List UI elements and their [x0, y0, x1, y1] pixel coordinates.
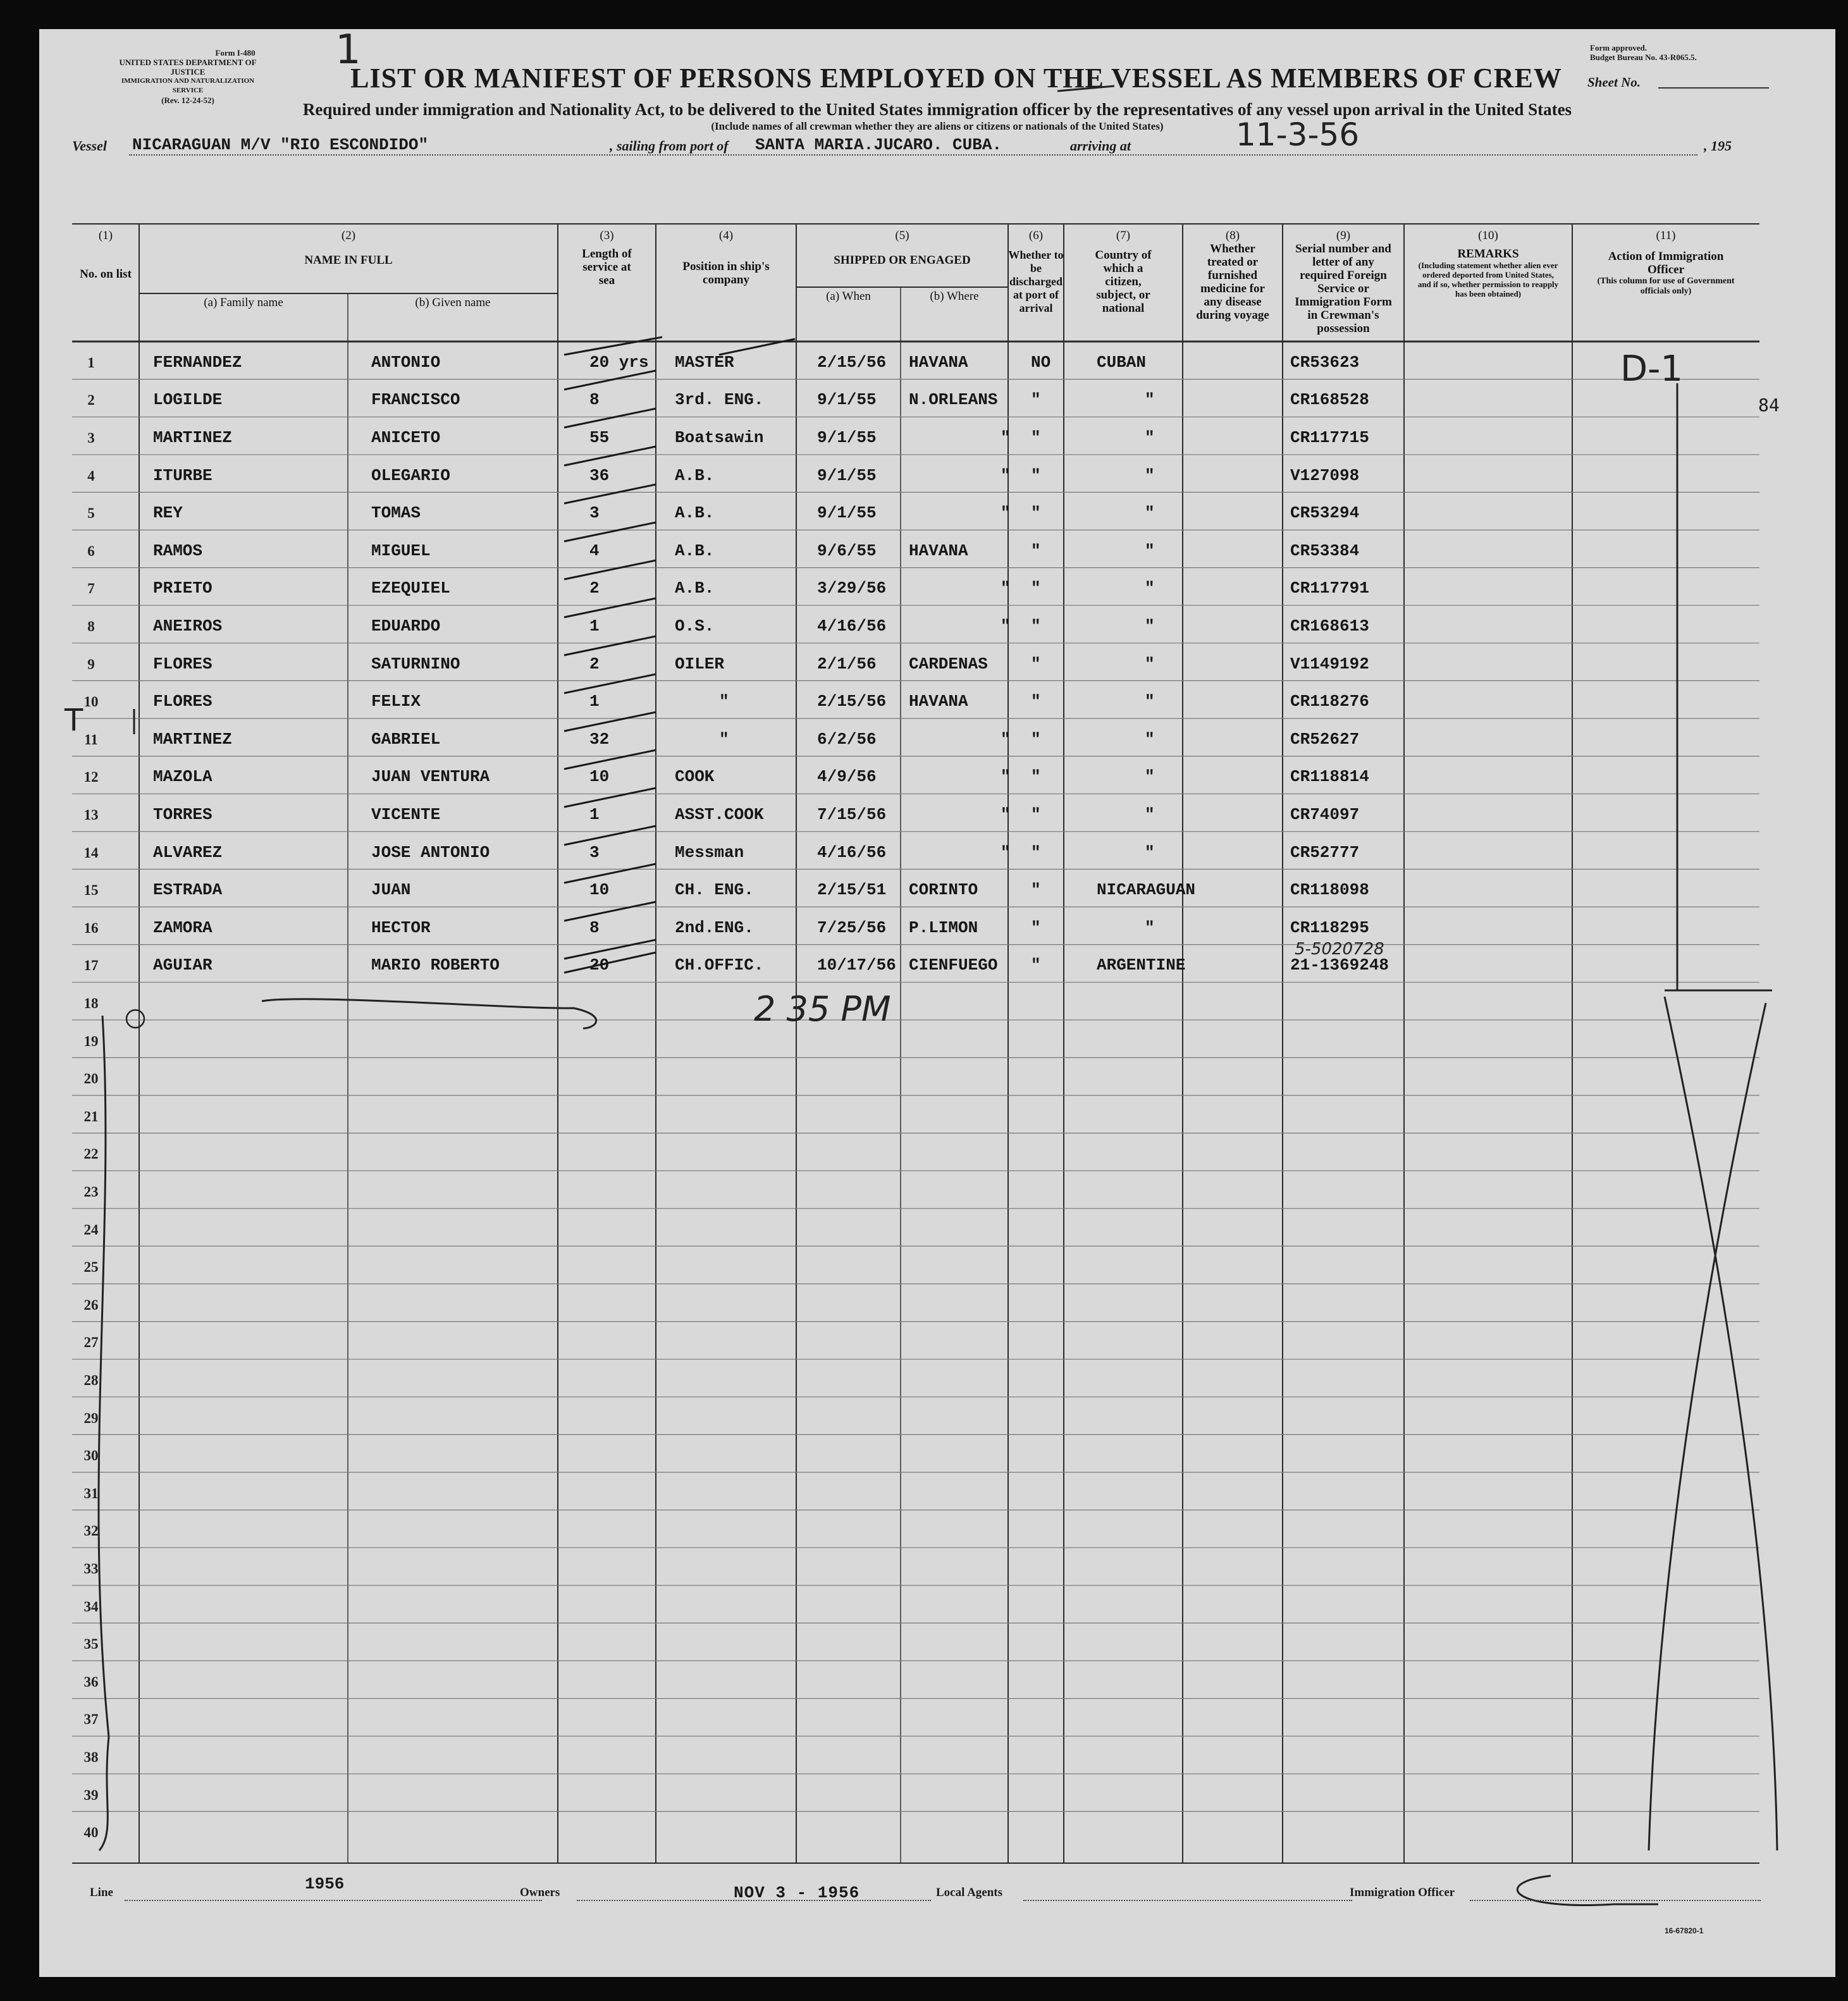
shipped-when-cell: 7/25/56 — [817, 918, 887, 937]
shipped-when-cell: 4/16/56 — [817, 842, 887, 862]
shipped-when-cell: 9/1/55 — [817, 428, 877, 448]
serial-cell: CR52777 — [1290, 842, 1360, 862]
col-header-discharge-label: Whether to be discharged at port of arrival — [1008, 249, 1064, 314]
position-cell: " — [719, 729, 729, 749]
position-cell: CH.OFFIC. — [675, 956, 764, 975]
discharge-cell: " — [1031, 805, 1041, 825]
col-header-when: (a) When — [826, 290, 871, 303]
shipped-when-cell: 6/2/56 — [817, 729, 877, 749]
discharge-cell: " — [1031, 767, 1041, 787]
row-number: 24 — [83, 1221, 99, 1238]
row-number: 27 — [83, 1334, 99, 1351]
discharge-cell: " — [1031, 503, 1041, 523]
service-cell: 1 — [589, 692, 600, 711]
vessel-label: Vessel — [72, 138, 107, 154]
row-number: 17 — [83, 957, 99, 974]
shipped-where-cell: " — [1001, 579, 1011, 598]
serial-note: 5-5020728 — [1295, 940, 1384, 959]
footer-agents-underline — [1023, 1900, 1352, 1901]
col-header-given: (b) Given name — [415, 296, 491, 309]
row-number: 14 — [83, 844, 99, 861]
serial-cell: V1149192 — [1290, 654, 1369, 674]
family-name-cell: MAZOLA — [153, 767, 213, 787]
col-header-action-index: (11) — [1656, 229, 1676, 242]
family-name-cell: MARTINEZ — [153, 729, 232, 749]
country-cell: " — [1145, 465, 1155, 485]
given-name-cell: MIGUEL — [371, 541, 431, 560]
family-name-cell: ALVAREZ — [153, 842, 223, 862]
col-header-shipped-index: (5) — [895, 229, 909, 242]
col-header-remarks-label: REMARKS — [1457, 247, 1519, 261]
row-number: 7 — [87, 581, 95, 597]
service-cell: 1 — [589, 617, 600, 636]
family-name-cell: ZAMORA — [153, 918, 213, 937]
budget-number: Budget Bureau No. 43-R065.5. — [1590, 52, 1697, 62]
col-header-action-label: Action of Immigration Officer — [1608, 250, 1724, 276]
discharge-cell: " — [1031, 956, 1041, 975]
shipped-where-cell: HAVANA — [909, 352, 968, 372]
row-number: 38 — [83, 1749, 99, 1766]
service-cell: 55 — [589, 428, 610, 448]
shipped-when-cell: 7/15/56 — [817, 805, 887, 825]
shipped-when-cell: 4/16/56 — [817, 617, 887, 636]
serial-cell: CR53384 — [1290, 541, 1360, 560]
given-name-cell: TOMAS — [371, 503, 421, 523]
col-header-medicine-label: Whether treated or furnished medicine for any disease during voyage — [1196, 242, 1269, 322]
col-header-shipped-label: SHIPPED OR ENGAGED — [834, 254, 971, 267]
row-number: 4 — [87, 467, 95, 484]
row-number: 39 — [83, 1787, 99, 1803]
row-number: 25 — [83, 1259, 99, 1276]
discharge-cell: " — [1031, 842, 1041, 862]
family-name-cell: AGUIAR — [153, 956, 213, 975]
row-number: 13 — [83, 807, 99, 823]
family-name-cell: PRIETO — [153, 579, 213, 598]
row-number: 10 — [83, 694, 99, 710]
country-cell: ARGENTINE — [1097, 956, 1186, 975]
country-cell: " — [1145, 503, 1155, 523]
position-cell: 2nd.ENG. — [675, 918, 754, 937]
d1-mark: D-1 — [1620, 348, 1683, 390]
serial-cell: CR168613 — [1290, 617, 1369, 636]
position-cell: A.B. — [675, 503, 715, 523]
position-cell: O.S. — [675, 617, 715, 636]
footer-officer-label: Immigration Officer — [1350, 1886, 1455, 1899]
shipped-where-cell: " — [1001, 617, 1011, 636]
row-number: 6 — [87, 543, 95, 559]
form-approved: Form approved. — [1590, 43, 1648, 52]
row10-mark: T — [65, 703, 83, 738]
family-name-cell: REY — [153, 503, 183, 523]
serial-cell: CR117715 — [1290, 428, 1369, 448]
shipped-where-cell: " — [1001, 842, 1011, 862]
country-cell: " — [1145, 428, 1155, 448]
col-header-where: (b) Where — [930, 290, 979, 303]
position-cell: A.B. — [675, 579, 715, 598]
row-number: 30 — [83, 1448, 99, 1464]
family-name-cell: LOGILDE — [153, 390, 223, 410]
footer-owners-stamp: NOV 3 - 1956 — [734, 1883, 860, 1902]
col-header-position-index: (4) — [718, 229, 734, 242]
row-number: 22 — [83, 1146, 99, 1162]
col-header-name-label: NAME IN FULL — [304, 254, 393, 267]
crew-table-body — [39, 29, 1835, 1977]
row-number: 28 — [83, 1372, 99, 1389]
discharge-cell: " — [1031, 579, 1041, 598]
col-header-country-index: (7) — [1116, 229, 1131, 242]
country-cell: CUBAN — [1097, 352, 1147, 372]
shipped-where-cell: CORINTO — [909, 880, 978, 900]
serial-cell: V127098 — [1290, 465, 1360, 485]
form-number: Form I-480 — [215, 48, 256, 58]
col-header-position-label: Position in ship's company — [682, 260, 770, 286]
serial-cell: CR74097 — [1290, 805, 1360, 825]
service-cell: 2 — [589, 579, 600, 598]
time-annotation: 2 35 PM — [754, 989, 891, 1029]
shipped-where-cell: CIENFUEGO — [909, 956, 998, 975]
row-number: 21 — [83, 1108, 99, 1124]
shipped-where-cell: " — [1001, 805, 1011, 825]
position-cell: CH. ENG. — [675, 880, 754, 900]
arrival-date-handwritten: 11-3-56 — [1236, 116, 1360, 153]
shipped-where-cell: " — [1001, 428, 1011, 448]
country-cell: " — [1145, 692, 1155, 711]
sailing-label: , sailing from port of — [610, 138, 729, 154]
shipped-when-cell: 9/1/55 — [817, 503, 877, 523]
serial-cell: CR53294 — [1290, 503, 1360, 523]
country-cell: " — [1145, 805, 1155, 825]
arriving-label: arriving at — [1070, 138, 1131, 154]
country-cell: " — [1145, 729, 1155, 749]
serial-cell: CR52627 — [1290, 729, 1360, 749]
col-header-service-index: (3) — [600, 229, 614, 242]
row-number: 33 — [83, 1561, 99, 1577]
service-cell: 2 — [589, 654, 600, 674]
col-header-number-label: No. on list — [80, 268, 132, 281]
service-cell: 36 — [589, 465, 610, 485]
discharge-cell: " — [1031, 692, 1041, 711]
row-number: 5 — [87, 505, 95, 522]
discharge-cell: " — [1031, 880, 1041, 900]
col-header-serial-index: (9) — [1336, 229, 1351, 242]
shipped-when-cell: 2/1/56 — [817, 654, 877, 674]
row-number: 26 — [83, 1296, 99, 1313]
position-cell: 3rd. ENG. — [675, 390, 764, 410]
service-cell: 32 — [589, 729, 610, 749]
country-cell: " — [1145, 390, 1155, 410]
given-name-cell: EDUARDO — [371, 617, 441, 636]
given-name-cell: ANTONIO — [371, 352, 441, 372]
given-name-cell: SATURNINO — [371, 654, 460, 674]
form-revision: (Rev. 12-24-52) — [161, 95, 214, 105]
crew-inclusion-note: (Include names of all crewman whether they are aliens or citizens or nationals of the United States) — [711, 120, 1164, 132]
family-name-cell: TORRES — [153, 805, 213, 825]
position-cell: ASST.COOK — [675, 805, 764, 825]
year-label: , 195 — [1704, 138, 1732, 154]
given-name-cell: JUAN — [371, 880, 411, 900]
form-subtitle: Required under immigration and Nationality Act, to be delivered to the United States immigration officer by the representatives of any vessel upon arrival in the United States — [302, 100, 1572, 119]
shipped-where-cell: " — [1001, 729, 1011, 749]
position-cell: OILER — [675, 654, 725, 674]
given-name-cell: EZEQUIEL — [371, 579, 450, 598]
country-cell: " — [1145, 541, 1155, 560]
family-name-cell: MARTINEZ — [153, 428, 232, 448]
footer-line-label: Line — [90, 1886, 113, 1899]
service-cell: 10 — [589, 767, 610, 787]
shipped-when-cell: 2/15/51 — [817, 880, 887, 900]
country-cell: NICARAGUAN — [1097, 880, 1196, 900]
footer-agents-label: Local Agents — [936, 1886, 1003, 1899]
col-header-serial-label: Serial number and letter of any required Foreign Service or Immigration Form in Crewman's possession — [1295, 242, 1392, 335]
service-cell: 8 — [589, 918, 600, 937]
position-cell: " — [719, 692, 729, 711]
position-cell: Boatsawin — [675, 428, 764, 448]
given-name-cell: VICENTE — [371, 805, 441, 825]
row-number: 11 — [84, 731, 98, 748]
shipped-where-cell: " — [1001, 465, 1011, 485]
col-header-country-label: Country of which a citizen, subject, or national — [1095, 249, 1152, 315]
manifest-sheet — [39, 29, 1835, 1977]
shipped-where-cell: HAVANA — [909, 541, 968, 560]
given-name-cell: JOSE ANTONIO — [371, 842, 490, 862]
country-cell: " — [1145, 767, 1155, 787]
row-number: 20 — [83, 1071, 99, 1087]
row-number: 31 — [83, 1485, 99, 1501]
service-cell: 20 — [589, 956, 610, 975]
row-number: 35 — [83, 1636, 99, 1653]
given-name-cell: HECTOR — [371, 918, 431, 937]
shipped-when-cell: 2/15/56 — [817, 352, 887, 372]
shipped-when-cell: 10/17/56 — [817, 956, 896, 975]
discharge-cell: " — [1031, 617, 1041, 636]
shipped-where-cell: " — [1001, 503, 1011, 523]
country-cell: " — [1145, 617, 1155, 636]
col-header-number-index: (1) — [98, 229, 113, 242]
row-number: 9 — [87, 656, 95, 672]
given-name-cell: JUAN VENTURA — [371, 767, 490, 787]
row-number: 32 — [83, 1523, 99, 1539]
shipped-where-cell: N.ORLEANS — [909, 390, 998, 410]
footer-owners-label: Owners — [520, 1886, 560, 1899]
family-name-cell: ITURBE — [153, 465, 213, 485]
position-cell: COOK — [675, 767, 715, 787]
row-number: 29 — [83, 1410, 99, 1426]
service-cell: 20 yrs — [589, 352, 649, 372]
vessel-name: NICARAGUAN M/V "RIO ESCONDIDO" — [132, 135, 429, 154]
position-cell: A.B. — [675, 465, 715, 485]
family-name-cell: RAMOS — [153, 541, 203, 560]
serial-cell: CR118098 — [1290, 880, 1369, 900]
footer-officer-underline — [1470, 1900, 1761, 1901]
row-number: 3 — [87, 430, 95, 446]
footer-print-code: 16-67820-1 — [1665, 1926, 1704, 1935]
discharge-cell: " — [1031, 428, 1041, 448]
col-header-name-index: (2) — [341, 229, 356, 242]
col-header-discharge-index: (6) — [1028, 229, 1044, 242]
country-cell: " — [1145, 918, 1155, 937]
given-name-cell: GABRIEL — [371, 729, 441, 749]
discharge-cell: " — [1031, 390, 1041, 410]
family-name-cell: ESTRADA — [153, 880, 223, 900]
row-number: 16 — [83, 920, 99, 936]
serial-cell: CR118814 — [1290, 767, 1369, 787]
shipped-where-cell: " — [1001, 767, 1011, 787]
shipped-when-cell: 9/1/55 — [817, 465, 877, 485]
given-name-cell: FRANCISCO — [371, 390, 460, 410]
agency-service: IMMIGRATION AND NATURALIZATION SERVICE — [121, 77, 255, 94]
serial-cell: 21-1369248 — [1290, 956, 1389, 975]
service-cell: 10 — [589, 880, 610, 900]
given-name-cell: OLEGARIO — [371, 465, 450, 485]
footer-line-date: 1956 — [305, 1875, 345, 1893]
col-header-action-note: (This column for use of Government officials only) — [1597, 276, 1735, 296]
service-cell: 1 — [589, 805, 600, 825]
given-name-cell: FELIX — [371, 692, 421, 711]
shipped-where-cell: HAVANA — [909, 692, 968, 711]
col-header-family: (a) Family name — [204, 296, 283, 309]
sheet-number-label: Sheet No. — [1587, 75, 1641, 90]
serial-cell: CR118295 — [1290, 918, 1369, 937]
family-name-cell: FERNANDEZ — [153, 352, 242, 372]
discharge-cell: NO — [1031, 352, 1051, 372]
row-number: 23 — [83, 1184, 99, 1200]
country-cell: " — [1145, 579, 1155, 598]
row-number: 12 — [83, 769, 99, 785]
row-number: 34 — [83, 1598, 99, 1615]
row-number: 1 — [87, 354, 95, 371]
sailing-port: SANTA MARIA.JUCARO. CUBA. — [755, 135, 1002, 154]
row-number: 36 — [83, 1673, 99, 1690]
discharge-cell: " — [1031, 729, 1041, 749]
discharge-cell: " — [1031, 465, 1041, 485]
shipped-when-cell: 3/29/56 — [817, 579, 887, 598]
position-cell: Messman — [675, 842, 744, 862]
service-cell: 3 — [589, 503, 600, 523]
shipped-when-cell: 9/1/55 — [817, 390, 877, 410]
family-name-cell: ANEIROS — [153, 617, 223, 636]
country-cell: " — [1145, 842, 1155, 862]
col-header-remarks-index: (10) — [1478, 229, 1498, 242]
row-number: 40 — [83, 1825, 99, 1841]
service-cell: 4 — [589, 541, 600, 560]
count-stamp: 84 — [1758, 395, 1780, 416]
footer-line-underline — [125, 1900, 542, 1901]
serial-cell: CR53623 — [1290, 352, 1360, 372]
service-cell: 3 — [589, 842, 600, 862]
col-header-service-label: Length of service at sea — [582, 247, 632, 287]
family-name-cell: FLORES — [153, 654, 213, 674]
serial-cell: CR168528 — [1290, 390, 1369, 410]
shipped-where-cell: CARDENAS — [909, 654, 988, 674]
agency-name: UNITED STATES DEPARTMENT OF JUSTICE — [119, 58, 257, 77]
discharge-cell: " — [1031, 654, 1041, 674]
row-number: 15 — [83, 882, 99, 899]
given-name-cell: MARIO ROBERTO — [371, 956, 500, 975]
row-number: 18 — [83, 995, 99, 1012]
position-cell: A.B. — [675, 541, 715, 560]
position-cell: MASTER — [675, 352, 734, 372]
shipped-when-cell: 9/6/55 — [817, 541, 877, 560]
shipped-when-cell: 4/9/56 — [817, 767, 877, 787]
col-header-medicine-index: (8) — [1225, 229, 1240, 242]
given-name-cell: ANICETO — [371, 428, 441, 448]
row-number: 2 — [87, 392, 95, 409]
col-header-remarks-note: (Including statement whether alien ever ordered deported from United States, and if so, whether permission to reapply has been obtained) — [1417, 261, 1559, 299]
serial-cell: CR117791 — [1290, 579, 1369, 598]
shipped-where-cell: P.LIMON — [909, 918, 978, 937]
page-title: LIST OR MANIFEST OF PERSONS EMPLOYED ON THE VESSEL AS MEMBERS OF CREW — [350, 63, 1562, 94]
serial-cell: CR118276 — [1290, 692, 1369, 711]
service-cell: 8 — [589, 390, 600, 410]
footer-owners-underline — [577, 1900, 931, 1901]
row-number: 8 — [87, 619, 95, 635]
family-name-cell: FLORES — [153, 692, 213, 711]
shipped-when-cell: 2/15/56 — [817, 692, 887, 711]
country-cell: " — [1145, 654, 1155, 674]
row-number: 19 — [83, 1033, 99, 1049]
discharge-cell: " — [1031, 541, 1041, 560]
row-number: 37 — [83, 1711, 99, 1728]
top-handwritten-mark: 1 — [335, 27, 361, 73]
discharge-cell: " — [1031, 918, 1041, 937]
